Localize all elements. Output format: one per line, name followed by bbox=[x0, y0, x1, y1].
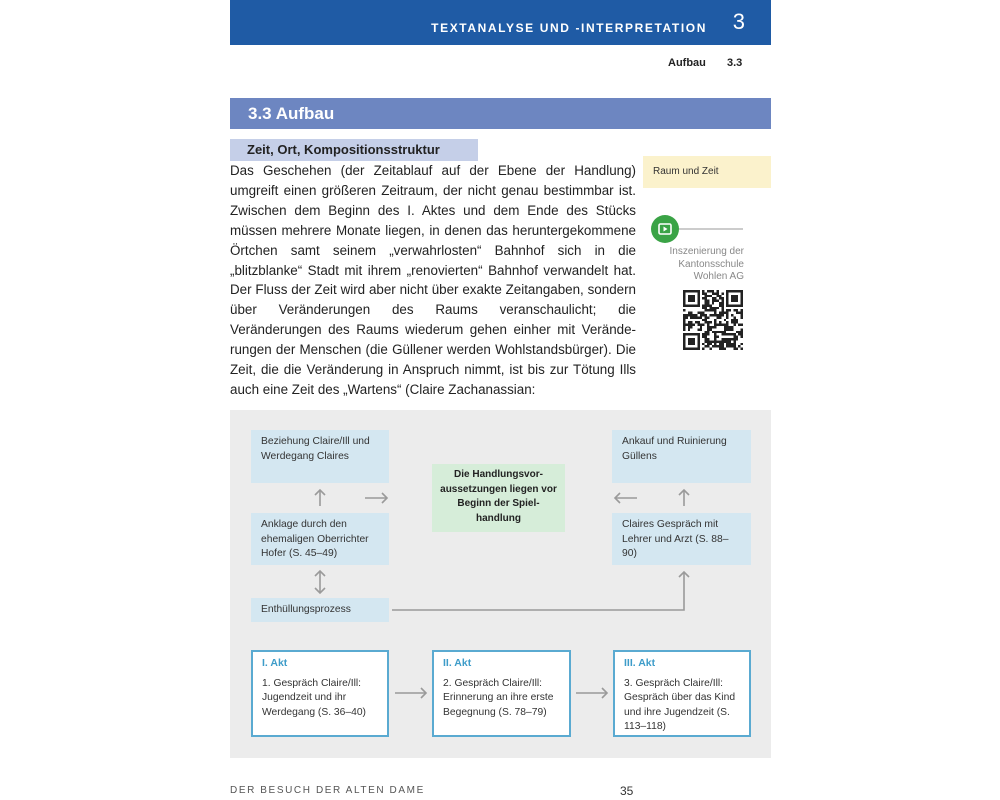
act-box-1 bbox=[251, 650, 389, 737]
chapter-header-bar bbox=[230, 0, 771, 45]
box-relationship-claire-ill: Beziehung Claire/Ill und Werdegang Claires bbox=[251, 430, 389, 483]
box-claire-conversation-teacher-doctor: Claires Gespräch mit Lehrer und Arzt (S. 88–90) bbox=[612, 513, 751, 565]
box-disclosure-process: Enthüllungsprozess bbox=[251, 598, 389, 622]
footer-book-title: DER BESUCH DER ALTEN DAME bbox=[230, 785, 425, 796]
box-purchase-ruin-guellen: Ankauf und Ruinierung Güllens bbox=[612, 430, 751, 483]
structure-diagram bbox=[230, 410, 771, 758]
act-heading: II. Akt bbox=[443, 657, 472, 669]
running-head-label: Aufbau bbox=[668, 57, 706, 69]
body-text bbox=[230, 161, 636, 400]
page-number: 35 bbox=[620, 784, 634, 798]
chapter-title: TEXTANALYSE UND -INTERPRETATION bbox=[431, 21, 707, 35]
act-description: 3. Gespräch Claire/Ill: Gespräch über das Kind und ihre Jugendzeit (S. 113–118) bbox=[624, 677, 736, 732]
subsection-title: Zeit, Ort, Kompositionsstruktur bbox=[247, 142, 440, 157]
qr-code-icon[interactable] bbox=[683, 290, 743, 355]
act-heading: III. Akt bbox=[624, 657, 656, 669]
body-paragraph: Das Geschehen (der Zeitablauf auf der Ebene der Handlung) umgreift einen größeren Zeitraum, der nicht genau bestimmbar ist. Zwischen dem Beginn des I. Aktes und dem Ende des Stücks müssen mehrere Monate liegen, in denen das heruntergekommene Örtchen samt seinem „verwahrlosten“ Bahnhof sich in die „blitzblanke“ Stadt mit ihrem „renovierten“ Bahnhof verwandelt hat. Der Fluss der Zeit wird aber nicht über exakte Zeitangaben, sondern über Veränderungen des Raums veranschaulicht; die Veränderungen des Raums wiederum gehen einher mit Veränderungen der Menschen (die Güllener werden Wohlstandsbürger). Die Zeit, die die Veränderung in Anspruch nimmt, ist bis zur Tötung Ills auch eine Zeit des „Wartens“ (Claire Zachanassian: bbox=[230, 163, 636, 397]
section-heading-bar bbox=[230, 98, 771, 129]
media-divider-line bbox=[679, 228, 743, 230]
subsection-heading bbox=[230, 139, 478, 161]
act-description: 2. Gespräch Claire/Ill: Erinnerung an ihre erste Begegnung (S. 78–79) bbox=[443, 677, 554, 718]
box-accusation-hofer: Anklage durch den ehemaligen Oberrichter Hofer (S. 45–49) bbox=[251, 513, 389, 565]
chapter-number: 3 bbox=[732, 9, 745, 34]
video-play-icon[interactable] bbox=[651, 215, 679, 243]
margin-note-text: Raum und Zeit bbox=[653, 166, 719, 177]
act-box-3 bbox=[613, 650, 751, 737]
section-title: 3.3 Aufbau bbox=[248, 104, 335, 123]
running-head-number: 3.3 bbox=[727, 57, 743, 69]
act-description: 1. Gespräch Claire/Ill: Jugendzeit und ihr Werdegang (S. 36–40) bbox=[262, 677, 366, 718]
act-box-2 bbox=[432, 650, 571, 737]
margin-note bbox=[643, 156, 771, 188]
box-plot-preconditions: Die Handlungsvoraussetzungen liegen vor Beginn der Spielhandlung bbox=[432, 464, 565, 532]
media-caption: Inszenierung der Kantonsschule Wohlen AG bbox=[669, 246, 744, 282]
act-heading: I. Akt bbox=[262, 657, 288, 669]
